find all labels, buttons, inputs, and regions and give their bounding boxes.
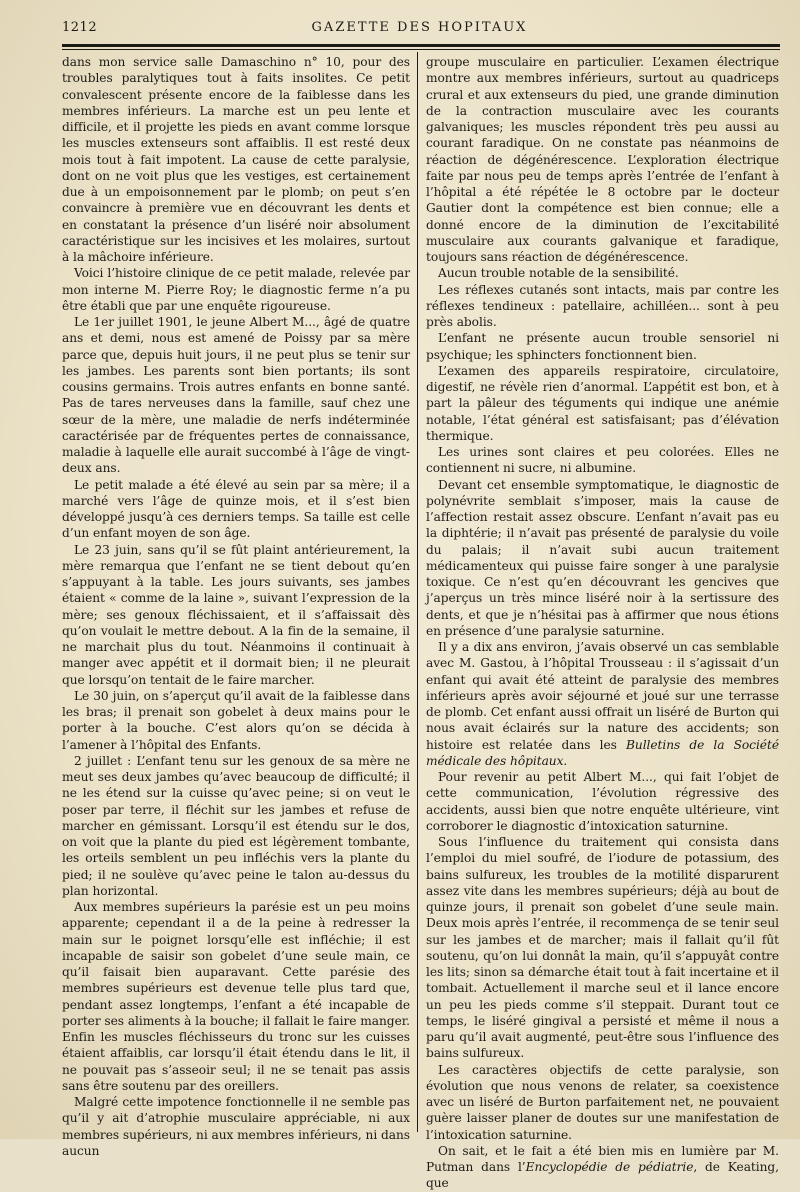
paragraph: L’examen des appareils respiratoire, circulatoire, digestif, ne révèle rien d’anormal. L’appétit est bon, et à part la pâleur des téguments qui indique une anémie notable, l’état général est satisfaisant; pas d’élévation thermique. — [426, 363, 779, 443]
right-column — [426, 54, 779, 1192]
paragraph — [426, 1143, 779, 1192]
column-divider — [417, 52, 418, 1132]
paragraph: Devant cet ensemble symptomatique, le diagnostic de polynévrite semblait s’imposer, mais la cause de l’affection restait assez obscure. L’enfant n’avait pas eu la diphtérie; il n’avait pas présenté de paralysie du voile du palais; il n’avait subi aucun traitement médicamenteux qui puisse faire songer à une paralysie toxique. Ce n’est qu’en découvrant les gencives que j’aperçus un très mince liséré noir à la sertissure des dents, et que je n’hésitai pas à affirmer que nous étions en présence d’une paralysie saturnine. — [426, 477, 779, 638]
paragraph-text: On sait, et le fait a été bien mis en lumière par M. Putman dans l’ — [426, 1143, 779, 1174]
paragraph — [426, 639, 779, 769]
book-title: Encyclopédie de pédiatrie — [525, 1160, 694, 1174]
header-rule-thick — [62, 44, 780, 47]
page-number: 1212 — [62, 20, 98, 35]
paragraph: Le petit malade a été élevé au sein par sa mère; il a marché vers l’âge de quinze mois, et il s’est bien développé jusqu’à ces derniers temps. Sa taille est celle d’un enfant moyen de son âge. — [62, 477, 410, 541]
paragraph: Pour revenir au petit Albert M..., qui fait l’objet de cette communication, l’évolution régressive des accidents, aussi bien que notre enquête ultérieure, vint corroborer le diagnostic d’intoxication saturnine. — [426, 770, 779, 833]
paragraph: Malgré cette impotence fonctionnelle il ne semble pas qu’il y ait d’atrophie musculaire appréciable, ni aux membres supérieurs, ni aux membres inférieurs, ni dans aucun — [62, 1095, 410, 1158]
paragraph: dans mon service salle Damaschino n° 10, pour des troubles paralytiques tout à faits insolites. Ce petit convalescent présente encore de la faiblesse dans les membres inférieurs. La marche est un peu lente et difficile, et il projette les pieds en avant comme lorsque les muscles extenseurs sont affaiblis. Il est resté deux mois tout à fait impotent. La cause de cette paralysie, dont on ne voit plus que les vestiges, est certainement due à un empoisonnement par le plomb; on peut s’en convaincre à première vue en découvrant les dents et en constatant la présence d’un liséré noir absolument caractéristique sur les incisives et les molaires, surtout à la mâchoire inférieure. — [62, 55, 410, 264]
paragraph: Les urines sont claires et peu colorées. Elles ne contiennent ni sucre, ni albumine. — [426, 445, 779, 476]
paragraph: Les caractères objectifs de cette paralysie, son évolution que nous venons de relater, sa coexistence avec un liséré de Burton parfaitement net, ne pouvaient guère laisser planer de doutes sur une manifestation de l’intoxication saturnine. — [426, 1062, 779, 1142]
paragraph: groupe musculaire en particulier. L’examen électrique montre aux membres inférieurs, surtout au quadriceps crural et aux extenseurs du pied, une grande diminution de la contraction musculaire avec les courants galvaniques; les muscles répondent très peu aussi au courant faradique. On ne constate pas néanmoins de réaction de dégénérescence. L’exploration électrique faite par nous peu de temps après l’entrée de l’enfant à l’hôpital a été répétée le 8 octobre par le docteur Gautier dont la compétence est bien connue; elle a donné encore de la diminution de l’excitabilité musculaire aux courants galvanique et faradique, toujours sans réaction de dégénérescence. — [426, 55, 779, 264]
left-column — [62, 54, 410, 1159]
paragraph-text: , de Keating, que — [426, 1160, 779, 1191]
paragraph: Aucun trouble notable de la sensibilité. — [438, 266, 679, 281]
paragraph: Le 23 juin, sans qu’il se fût plaint antérieurement, la mère remarqua que l’enfant ne se tient debout qu’en s’appuyant à la table. Les jours suivants, ses jambes étaient « comme de la laine », suivant l’expression de la mère; ses genoux fléchissaient, et il s’affaissait dès qu’on voulait le mettre debout. A la fin de la semaine, il ne marchait plus du tout. Néanmoins il continuait à manger avec appétit et il dormait bien; il ne pleurait que lorsqu’on tentait de le faire marcher. — [62, 542, 410, 687]
paragraph: Le 30 juin, on s’aperçut qu’il avait de la faiblesse dans les bras; il prenait son gobelet à deux mains pour le porter à la bouche. C’est alors qu’on se décida à l’amener à l’hôpital des Enfants. — [62, 688, 410, 752]
paragraph: Les réflexes cutanés sont intacts, mais par contre les réflexes tendineux : patellaire, achilléen... sont à peu près abolis. — [426, 282, 779, 329]
journal-title: Bulletins de la Société médicale des hôpitaux. — [426, 737, 779, 768]
paragraph: Sous l’influence du traitement qui consista dans l’emploi du miel soufré, de l’iodure de potassium, des bains sulfureux, les troubles de la motilité disparurent assez vite dans les membres supérieurs; déjà au bout de quinze jours, il prenait son gobelet d’une seule main. Deux mois après l’entrée, il recommença de se tenir seul sur les jambes et de marcher; mais il fallait qu’il fût soutenu, qu’on lui donnât la main, qu’il s’appuyât contre les lits; sinon sa démarche était tout à fait incertaine et il tombait. Actuellement il marche seul et il lance encore un peu les pieds comme s’il steppait. Durant tout ce temps, le liséré gingival a persisté et même il nous a paru qu’il avait augmenté, peut-être sous l’influence des bains sulfureux. — [426, 835, 779, 1061]
paragraph: L’enfant ne présente aucun trouble sensoriel ni psychique; les sphincters fonctionnent bien. — [426, 331, 779, 362]
paragraph: Voici l’histoire clinique de ce petit malade, relevée par mon interne M. Pierre Roy; le diagnostic ferme n’a pu être établi que par une enquête rigoureuse. — [62, 266, 410, 313]
paragraph-text: Il y a dix ans environ, j’avais observé un cas semblable avec M. Gastou, à l’hôpital Trousseau : il s’agissait d’un enfant qui avait été atteint de paralysie des membres inférieurs après avoir séjourné et joué sur une terrasse de plomb. Cet enfant aussi offrait un liséré de Burton qui nous avait éclairés sur la nature des accidents; son histoire est relatée dans les — [426, 640, 779, 752]
paragraph: Aux membres supérieurs la parésie est un peu moins apparente; cependant il a de la peine à redresser la main sur le poignet lorsqu’elle est infléchie; il est incapable de saisir son gobelet d’une seule main, ce qu’il faisait bien auparavant. Cette parésie des membres supérieurs est devenue telle plus tard que, pendant assez longtemps, l’enfant a été incapable de porter ses aliments à la bouche; il fallait le faire manger. Enfin les muscles fléchisseurs du tronc sur les cuisses étaient affaiblis, car lorsqu’il était étendu dans le lit, il ne pouvait pas s’asseoir seul; il ne se tenait pas assis sans être soutenu par des oreillers. — [62, 900, 410, 1093]
header-rule-thin — [62, 49, 780, 50]
running-title: GAZETTE DES HOPITAUX — [311, 20, 528, 35]
paragraph: 2 juillet : L’enfant tenu sur les genoux de sa mère ne meut ses deux jambes qu’avec beaucoup de difficulté; il ne les étend sur la cuisse qu’avec peine; si on veut le poser par terre, il fléchit sur les jambes et refuse de marcher en gémissant. Lorsqu’il est étendu sur le dos, on voit que la plante du pied est légèrement tombante, les orteils semblent un peu infléchis vers la plante du pied; il ne soulève qu’avec peine le talon au-dessus du plan horizontal. — [62, 753, 410, 898]
page-header — [62, 14, 777, 44]
paragraph: Le 1er juillet 1901, le jeune Albert M..., âgé de quatre ans et demi, nous est amené de Poissy par sa mère parce que, depuis huit jours, il ne peut plus se tenir sur les jambes. Les parents sont bien portants; ils sont cousins germains. Trois autres enfants en bonne santé. Pas de tares nerveuses dans la famille, sauf chez une sœur de la mère, une maladie de nerfs indéterminée caractérisée par de fréquentes pertes de connaissance, maladie à laquelle elle aurait succombé à l’âge de vingt-deux ans. — [62, 315, 410, 476]
